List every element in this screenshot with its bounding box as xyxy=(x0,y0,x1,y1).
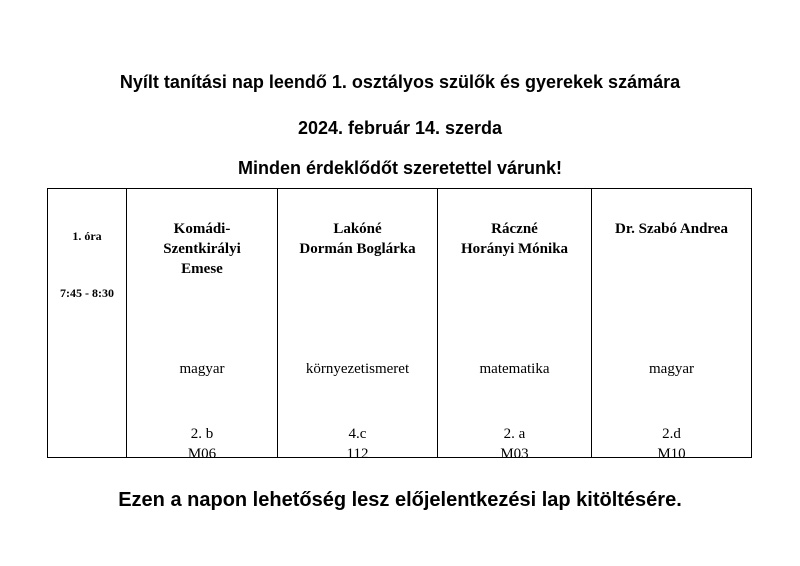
teacher-column xyxy=(592,189,752,462)
subject-name: környezetismeret xyxy=(305,361,410,377)
class-name: 2. b xyxy=(190,426,214,442)
class-name: 4.c xyxy=(348,426,367,442)
event-date: 2024. február 14. szerda xyxy=(297,118,503,138)
page-title: Nyílt tanítási nap leendő 1. osztályos szülők és gyerekek számára xyxy=(119,72,681,92)
schedule-row xyxy=(48,189,752,458)
teacher-column xyxy=(438,189,592,462)
class-name: 2. a xyxy=(503,426,526,442)
room-number: 112 xyxy=(346,446,369,462)
teacher-column xyxy=(127,189,278,462)
schedule-table xyxy=(47,188,752,462)
lesson-number: 1. óra xyxy=(72,229,102,243)
lesson-time: 7:45 - 8:30 xyxy=(60,286,114,300)
class-name: 2.d xyxy=(662,426,681,442)
room-number: M03 xyxy=(500,446,529,462)
teacher-column xyxy=(278,189,438,462)
room-number: M10 xyxy=(657,446,686,462)
subject-name: magyar xyxy=(649,361,694,377)
subject-name: matematika xyxy=(479,361,550,377)
teacher-name: Ráczné Horányi Mónika xyxy=(460,221,569,257)
lesson-cell xyxy=(48,189,127,458)
teacher-name: Dr. Szabó Andrea xyxy=(615,221,728,237)
footer-note: Ezen a napon lehetőség lesz előjelentkezési lap kitöltésére. xyxy=(118,489,682,511)
room-number: M06 xyxy=(187,446,217,462)
teacher-name: Lakóné Dormán Boglárka xyxy=(299,221,416,257)
welcome-text: Minden érdeklődőt szeretettel várunk! xyxy=(237,158,563,178)
subject-name: magyar xyxy=(179,361,225,377)
teacher-name: Komádi- Szentkirályi Emese xyxy=(163,221,241,277)
